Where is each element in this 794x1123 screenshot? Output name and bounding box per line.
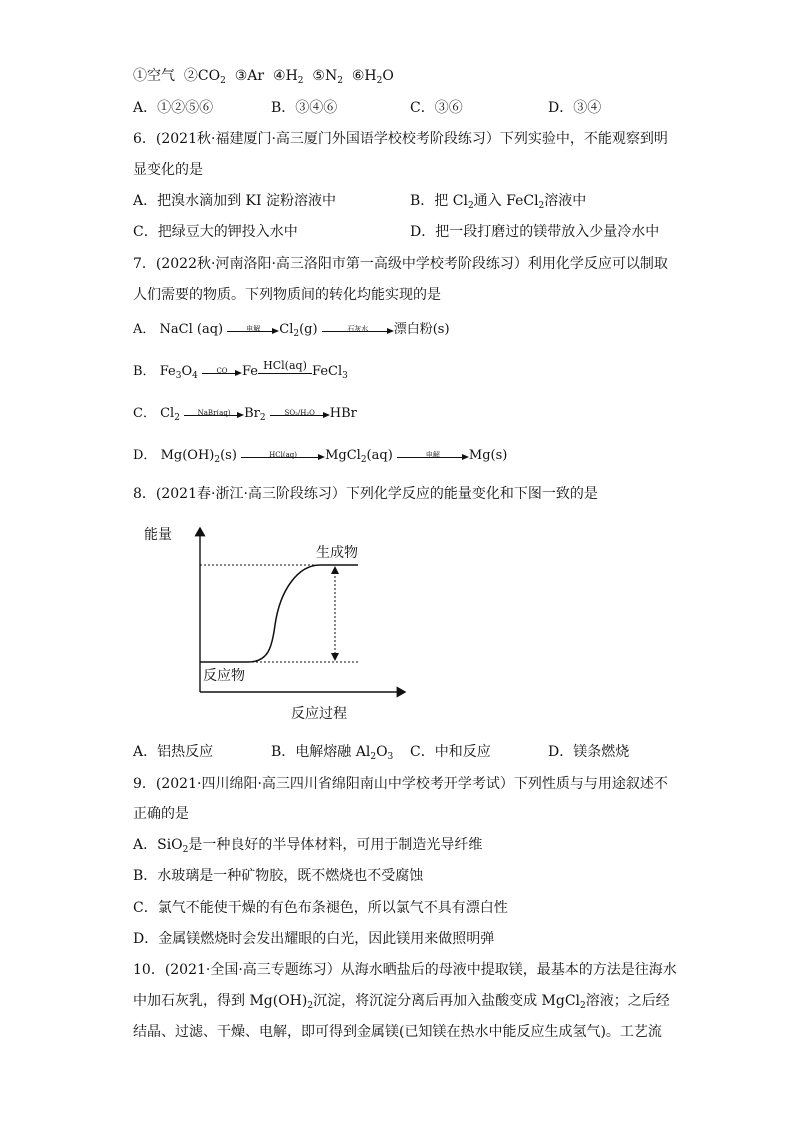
subscript: 2 [297, 76, 304, 86]
q6-stem-line2: 显变化的是 [133, 162, 203, 178]
subscript: 2 [376, 76, 383, 86]
q7-stem-line1: 7．(2022秋·河南洛阳·高三洛阳市第一高级中学校考阶段练习）利用化学反应可以制取 [133, 256, 668, 272]
q10-text: 溶液；之后经 [585, 993, 670, 1009]
q5-option-d[interactable]: D．③④ [548, 100, 602, 116]
q10-text: 沉淀，将沉淀分离后再加入盐酸变成 MgCl [313, 993, 581, 1009]
product-label: 生成物 [316, 545, 358, 561]
subscript: 3 [342, 371, 348, 381]
q9-stem-line2: 正确的是 [133, 806, 189, 822]
q5-item-2: ②CO [183, 68, 221, 84]
q9-option-c[interactable]: C．氯气不能使干燥的有色布条褪色，所以氯气不具有漂白性 [133, 900, 508, 916]
arrow-condition: CO [216, 366, 228, 375]
option-label: D． [133, 448, 157, 463]
subscript: 2 [182, 845, 189, 855]
species: Br [244, 406, 260, 421]
species: 漂白粉(s) [393, 322, 450, 337]
species: Cl [279, 322, 294, 337]
x-axis-label: 反应过程 [291, 706, 347, 722]
q9-option-b[interactable]: B．水玻璃是一种矿物胶，既不燃烧也不受腐蚀 [133, 868, 424, 884]
q5-item-5: ⑤N [312, 68, 338, 84]
q8-option-c[interactable]: C．中和反应 [410, 744, 491, 760]
option-label: A． [133, 322, 156, 337]
q5-option-b[interactable]: B．③④⑥ [271, 100, 338, 116]
q10-stem-line3: 结晶、过滤、干燥、电解，即可得到金属镁(已知镁在热水中能反应生成氢气)。工艺流 [133, 1024, 662, 1040]
option-label: B． [133, 364, 156, 379]
species: FeCl [312, 364, 343, 379]
q6-stem-line1: 6．(2021秋·福建厦门·高三厦门外国语学校校考阶段练习）下列实验中，不能观察到明 [133, 131, 668, 147]
q8-option-b-text: B．电解熔融 Al [271, 744, 371, 760]
q6-option-c[interactable]: C．把绿豆大的钾投入水中 [133, 224, 298, 240]
q8-option-a[interactable]: A．铝热反应 [133, 744, 214, 760]
q7-stem-line2: 人们需要的物质。下列物质间的转化均能实现的是 [133, 287, 441, 303]
q9-stem-line1: 9．(2021·四川绵阳·高三四川省绵阳南山中学校考开学考试）下列性质与与用途叙述不 [133, 776, 668, 792]
species: HBr [329, 406, 357, 421]
q10-stem-line2 [133, 991, 670, 1016]
q8-stem: 8．(2021春·浙江·高三阶段练习）下列化学反应的能量变化和下图一致的是 [133, 486, 598, 502]
q8-option-b[interactable] [271, 742, 393, 767]
q5-item-6: ⑥H [351, 68, 377, 84]
q10-stem-line1: 10．(2021·全国·高三专题练习）从海水晒盐后的母液中提取镁，最基本的方法是往海水 [133, 962, 677, 978]
energy-curve [200, 565, 358, 662]
q6-option-d[interactable]: D．把一段打磨过的镁带放入少量冷水中 [410, 224, 660, 240]
option-label: C． [133, 406, 156, 421]
subscript: 2 [259, 413, 266, 423]
subscript: 2 [307, 1001, 314, 1011]
species: Fe [159, 364, 176, 379]
subscript: 4 [192, 371, 198, 381]
subscript: 3 [387, 752, 394, 762]
q6-option-b-text: B．把 Cl [410, 193, 468, 209]
q9-option-a[interactable] [133, 835, 482, 860]
q6-option-a[interactable]: A．把溴水滴加到 KI 淀粉溶液中 [133, 193, 336, 209]
q6-option-b-text: 通入 FeCl [473, 193, 539, 209]
subscript: 2 [220, 76, 226, 86]
q5-item-3: ③Ar [234, 68, 265, 84]
species: (s) [220, 448, 237, 463]
arrow-condition: HCl(aq) [263, 358, 307, 372]
q8-option-d[interactable]: D．镁条燃烧 [548, 744, 630, 760]
subscript: 2 [538, 201, 545, 211]
species: MgCl [325, 448, 361, 463]
y-axis-label: 能量 [144, 527, 172, 543]
subscript: 2 [467, 201, 474, 211]
subscript: 2 [214, 455, 221, 465]
species: Mg(OH) [160, 448, 215, 463]
species: (aq) [366, 448, 393, 463]
species: Cl [160, 406, 175, 421]
arrow-condition: SO₂/H₂O [284, 408, 315, 417]
q9-option-a-text: 是一种良好的半导体材料，可用于制造光导纤维 [188, 837, 483, 853]
subscript: 2 [337, 76, 343, 86]
q5-item-1: ①空气 [133, 68, 175, 84]
subscript: 2 [293, 329, 300, 339]
q9-option-a-text: A．SiO [133, 837, 183, 853]
species: (g) [299, 322, 318, 337]
q9-option-d[interactable]: D．金属镁燃烧时会发出耀眼的白光，因此镁用来做照明弹 [133, 931, 495, 947]
species: NaCl (aq) [159, 322, 224, 337]
subscript: 2 [580, 1001, 586, 1011]
q5-item-4: ④H [273, 68, 298, 84]
arrow-head-up [331, 566, 339, 574]
subscript: 2 [370, 752, 377, 762]
q8-option-b-text: O [376, 744, 388, 760]
species: Mg(s) [468, 448, 508, 463]
subscript: 2 [360, 455, 367, 465]
arrow-condition: HCl(aq) [269, 450, 297, 459]
arrow-head-down [331, 653, 339, 661]
arrow-condition: 电解 [246, 324, 261, 333]
arrow-condition: 石灰水 [347, 324, 369, 333]
q5-option-c[interactable]: C．③⑥ [410, 100, 463, 116]
q10-text: 中加石灰乳，得到 Mg(OH) [133, 993, 308, 1009]
q6-option-b-text: 溶液中 [544, 193, 587, 209]
q5-option-a[interactable]: A．①②⑤⑥ [133, 100, 214, 116]
q5-item-6-tail: O [382, 68, 394, 84]
arrow-condition: 电解 [425, 450, 440, 459]
arrow-condition: NaBr(aq) [197, 408, 231, 417]
species: O [181, 364, 193, 379]
species: Fe [242, 364, 259, 379]
reactant-label: 反应物 [203, 668, 245, 684]
subscript: 3 [175, 371, 182, 381]
subscript: 2 [174, 413, 180, 423]
